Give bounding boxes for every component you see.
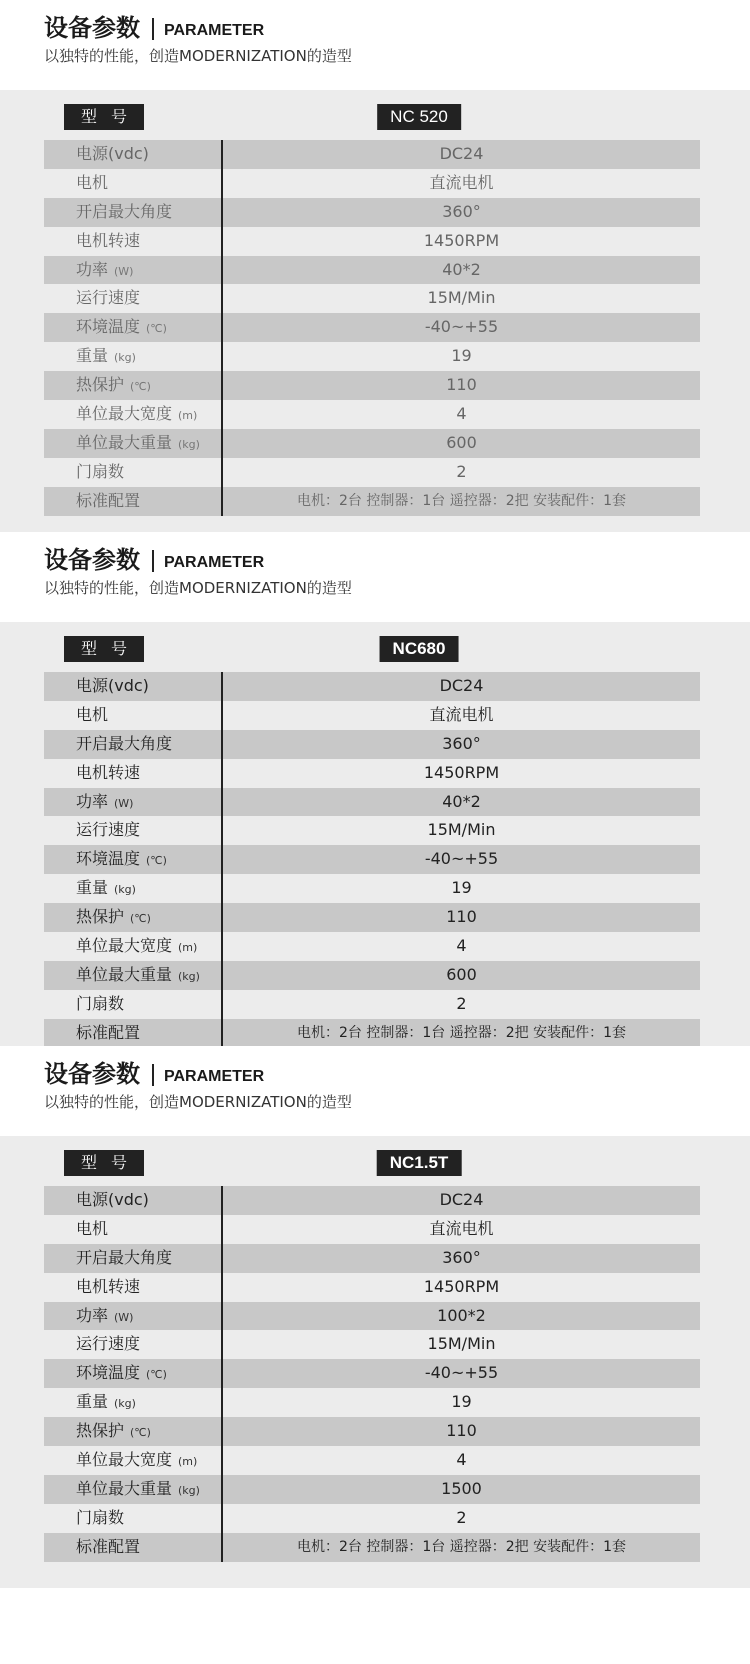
spec-label: 电源(vdc) — [76, 144, 149, 163]
spec-row-running-speed — [44, 816, 700, 845]
spec-label: 电机转速 — [76, 230, 141, 250]
spec-value: 600 — [446, 964, 477, 984]
spec-label: 电机 — [76, 172, 109, 192]
spec-value: 40*2 — [442, 259, 481, 279]
spec-table — [44, 1186, 700, 1562]
spec-row-motor — [44, 1215, 700, 1244]
spec-value: 360° — [442, 201, 481, 221]
spec-value: 15M/Min — [427, 1334, 496, 1354]
spec-label: 重量 (kg) — [76, 346, 136, 366]
spec-label: 单位最大宽度 (m) — [76, 404, 198, 424]
spec-value: DC24 — [439, 676, 484, 695]
spec-value: 4 — [456, 936, 467, 956]
spec-value: 360° — [442, 1247, 481, 1267]
model-row — [44, 636, 700, 664]
spec-row-max-width — [44, 400, 700, 429]
spec-table — [44, 672, 700, 1048]
spec-value: 40*2 — [442, 791, 481, 811]
spec-row-power — [44, 1302, 700, 1331]
spec-unit: (kg) — [114, 883, 136, 897]
spec-row-max-width — [44, 932, 700, 961]
spec-row-ambient-temp — [44, 313, 700, 342]
spec-value: 2 — [456, 993, 467, 1013]
spec-unit: (℃) — [130, 1426, 151, 1440]
spec-row-max-width — [44, 1446, 700, 1475]
spec-value: 1500 — [441, 1478, 482, 1498]
model-row — [44, 104, 700, 132]
spec-row-weight — [44, 342, 700, 371]
section-title-row — [44, 14, 264, 42]
spec-value: 110 — [446, 375, 477, 395]
spec-row-max-weight — [44, 429, 700, 458]
spec-label: 门扇数 — [76, 993, 125, 1013]
spec-row-thermal-protection — [44, 371, 700, 400]
spec-label: 门扇数 — [76, 461, 125, 481]
spec-value: 电机：2台 控制器：1台 遥控器：2把 安装配件：1套 — [297, 1538, 626, 1555]
spec-label: 热保护 (℃) — [76, 1421, 151, 1441]
spec-label: 重量 (kg) — [76, 1392, 136, 1412]
spec-row-max-weight — [44, 961, 700, 990]
spec-label: 运行速度 — [76, 1334, 141, 1354]
spec-row-power — [44, 788, 700, 817]
spec-row-standard-config — [44, 487, 700, 516]
spec-row-weight — [44, 1388, 700, 1417]
spec-row-motor-speed — [44, 759, 700, 788]
section-header — [0, 1046, 750, 1136]
spec-row-weight — [44, 874, 700, 903]
spec-row-power-supply — [44, 140, 700, 169]
spec-row-door-leaves — [44, 990, 700, 1019]
section-subtitle: 以独特的性能，创造MODERNIZATION的造型 — [44, 1093, 352, 1111]
spec-row-thermal-protection — [44, 903, 700, 932]
model-label: 型号 — [64, 104, 144, 130]
spec-section-nc680 — [0, 622, 750, 1066]
spec-row-power — [44, 256, 700, 285]
spec-row-motor — [44, 701, 700, 730]
spec-value: 4 — [456, 1450, 467, 1470]
spec-value: 1450RPM — [423, 1276, 500, 1296]
spec-row-motor — [44, 169, 700, 198]
spec-value: 电机：2台 控制器：1台 遥控器：2把 安装配件：1套 — [297, 492, 626, 509]
spec-unit: (W) — [114, 1310, 134, 1324]
spec-label: 开启最大角度 — [76, 733, 173, 753]
spec-label: 单位最大重量 (kg) — [76, 964, 200, 984]
model-value: NC1.5T — [377, 1150, 462, 1176]
spec-unit: (kg) — [114, 1397, 136, 1411]
spec-value: 15M/Min — [427, 820, 496, 840]
spec-label: 环境温度 (℃) — [76, 1363, 167, 1383]
spec-unit: (m) — [178, 1455, 198, 1469]
spec-label: 标准配置 — [76, 1022, 141, 1042]
spec-row-running-speed — [44, 1330, 700, 1359]
section-subtitle: 以独特的性能，创造MODERNIZATION的造型 — [44, 579, 352, 597]
model-label: 型号 — [64, 636, 144, 662]
spec-value: -40~+55 — [424, 1363, 499, 1383]
spec-row-door-leaves — [44, 1504, 700, 1533]
spec-value: 1450RPM — [423, 230, 500, 250]
spec-unit: (W) — [114, 264, 134, 278]
spec-label: 门扇数 — [76, 1507, 125, 1527]
spec-row-max-weight — [44, 1475, 700, 1504]
spec-value: 直流电机 — [429, 704, 494, 724]
spec-unit: (℃) — [130, 912, 151, 926]
spec-label: 电源(vdc) — [76, 1190, 149, 1209]
spec-value: 直流电机 — [429, 1218, 494, 1238]
spec-value: -40~+55 — [424, 849, 499, 869]
section-subtitle: 以独特的性能，创造MODERNIZATION的造型 — [44, 47, 352, 65]
spec-section-nc1-5t — [0, 1136, 750, 1588]
spec-value: 100*2 — [437, 1305, 486, 1325]
spec-unit: (m) — [178, 941, 198, 955]
spec-row-running-speed — [44, 284, 700, 313]
spec-label: 环境温度 (℃) — [76, 317, 167, 337]
model-value: NC680 — [380, 636, 459, 662]
spec-label: 单位最大宽度 (m) — [76, 936, 198, 956]
spec-unit: (℃) — [146, 1368, 167, 1382]
spec-row-motor-speed — [44, 227, 700, 256]
spec-row-max-angle — [44, 730, 700, 759]
spec-row-thermal-protection — [44, 1417, 700, 1446]
section-title-en: PARAMETER — [164, 554, 265, 571]
section-title-row — [44, 546, 264, 574]
spec-label: 热保护 (℃) — [76, 907, 151, 927]
spec-row-standard-config — [44, 1533, 700, 1562]
spec-row-ambient-temp — [44, 1359, 700, 1388]
spec-label: 单位最大重量 (kg) — [76, 432, 200, 452]
spec-unit: (℃) — [130, 380, 151, 394]
spec-label: 功率 (W) — [76, 1305, 134, 1325]
spec-value: 1450RPM — [423, 762, 500, 782]
spec-unit: (kg) — [178, 1483, 200, 1497]
spec-label: 运行速度 — [76, 288, 141, 308]
spec-value: 360° — [442, 733, 481, 753]
spec-unit: (m) — [178, 409, 198, 423]
spec-value: 19 — [451, 346, 472, 366]
spec-unit: (kg) — [178, 437, 200, 451]
model-value: NC 520 — [377, 104, 461, 130]
title-separator — [152, 550, 154, 572]
section-title-row — [44, 1060, 264, 1088]
spec-label: 开启最大角度 — [76, 201, 173, 221]
spec-label: 运行速度 — [76, 820, 141, 840]
spec-row-standard-config — [44, 1019, 700, 1048]
spec-row-power-supply — [44, 672, 700, 701]
spec-value: 600 — [446, 432, 477, 452]
spec-row-power-supply — [44, 1186, 700, 1215]
spec-label: 功率 (W) — [76, 259, 134, 279]
spec-value: 2 — [456, 1507, 467, 1527]
spec-section-nc520 — [0, 90, 750, 542]
spec-row-motor-speed — [44, 1273, 700, 1302]
section-title-cn: 设备参数 — [44, 1060, 140, 1088]
spec-value: 直流电机 — [429, 172, 494, 192]
spec-label: 环境温度 (℃) — [76, 849, 167, 869]
spec-unit: (kg) — [114, 351, 136, 365]
spec-row-max-angle — [44, 198, 700, 227]
spec-value: -40~+55 — [424, 317, 499, 337]
spec-value: DC24 — [439, 144, 484, 163]
model-label: 型号 — [64, 1150, 144, 1176]
spec-value: 110 — [446, 1421, 477, 1441]
section-title-cn: 设备参数 — [44, 14, 140, 42]
spec-label: 热保护 (℃) — [76, 375, 151, 395]
spec-value: 15M/Min — [427, 288, 496, 308]
title-separator — [152, 18, 154, 40]
spec-row-door-leaves — [44, 458, 700, 487]
spec-label: 标准配置 — [76, 490, 141, 510]
spec-unit: (W) — [114, 796, 134, 810]
model-row — [44, 1150, 700, 1178]
section-header — [0, 0, 750, 90]
spec-label: 开启最大角度 — [76, 1247, 173, 1267]
spec-value: 19 — [451, 1392, 472, 1412]
spec-label: 电机转速 — [76, 762, 141, 782]
spec-label: 电机 — [76, 1218, 109, 1238]
section-title-cn: 设备参数 — [44, 546, 140, 574]
title-separator — [152, 1064, 154, 1086]
spec-value: DC24 — [439, 1190, 484, 1209]
spec-unit: (kg) — [178, 969, 200, 983]
spec-label: 电机 — [76, 704, 109, 724]
section-header — [0, 532, 750, 622]
spec-label: 电源(vdc) — [76, 676, 149, 695]
spec-value: 110 — [446, 907, 477, 927]
spec-table — [44, 140, 700, 516]
spec-value: 2 — [456, 461, 467, 481]
section-title-en: PARAMETER — [164, 1068, 265, 1085]
spec-unit: (℃) — [146, 854, 167, 868]
spec-label: 标准配置 — [76, 1536, 141, 1556]
spec-label: 重量 (kg) — [76, 878, 136, 898]
spec-label: 功率 (W) — [76, 791, 134, 811]
spec-label: 电机转速 — [76, 1276, 141, 1296]
spec-value: 电机：2台 控制器：1台 遥控器：2把 安装配件：1套 — [297, 1024, 626, 1041]
spec-label: 单位最大宽度 (m) — [76, 1450, 198, 1470]
spec-value: 19 — [451, 878, 472, 898]
spec-value: 4 — [456, 404, 467, 424]
spec-row-max-angle — [44, 1244, 700, 1273]
section-title-en: PARAMETER — [164, 22, 265, 39]
spec-label: 单位最大重量 (kg) — [76, 1478, 200, 1498]
spec-unit: (℃) — [146, 322, 167, 336]
spec-row-ambient-temp — [44, 845, 700, 874]
